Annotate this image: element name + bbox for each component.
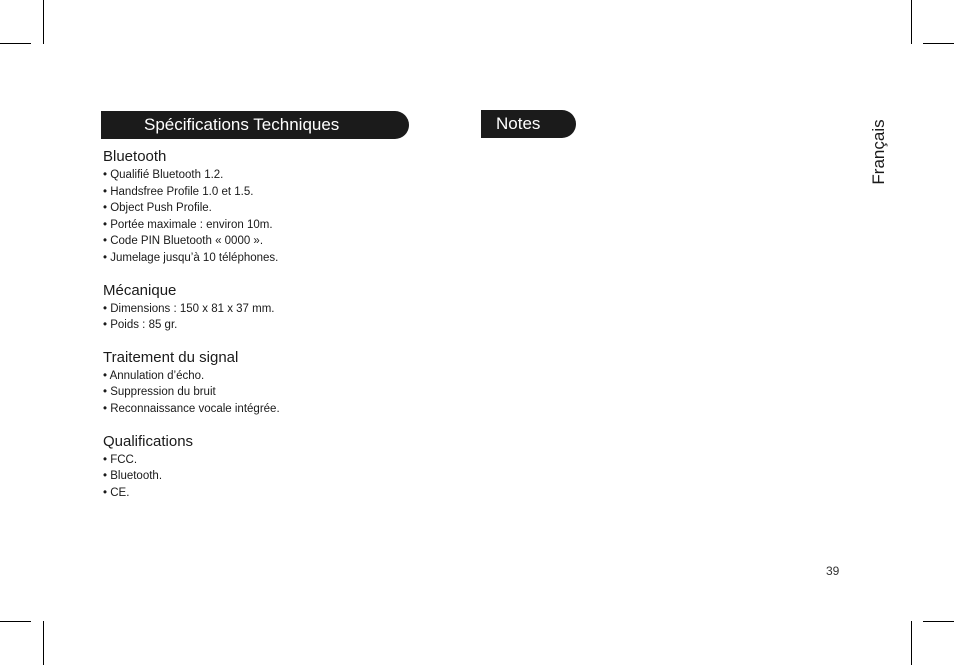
specs-header: Spécifications Techniques: [101, 111, 409, 139]
list-item: • Portée maximale : environ 10m.: [103, 218, 273, 231]
notes-header: Notes: [481, 110, 576, 138]
language-label: Français: [869, 119, 888, 185]
list-item: • Reconnaissance vocale intégrée.: [103, 402, 280, 415]
list-item: • Code PIN Bluetooth « 0000 ».: [103, 235, 264, 248]
section-title: Qualifications: [103, 432, 194, 450]
section-traitement-signal: [103, 348, 423, 418]
list-item: • Poids : 85 gr.: [103, 319, 178, 332]
crop-mark: [923, 621, 954, 622]
section-qualifications: [103, 432, 423, 502]
list-item: • Handsfree Profile 1.0 et 1.5.: [103, 185, 254, 198]
list-item: • Jumelage jusqu’à 10 téléphones.: [103, 251, 279, 264]
section-bluetooth: [103, 147, 423, 267]
crop-mark: [911, 0, 912, 44]
section-mecanique: [103, 281, 423, 334]
section-title: Bluetooth: [103, 148, 167, 165]
list-item: • Dimensions : 150 x 81 x 37 mm.: [103, 302, 275, 315]
page-number: 39: [826, 564, 840, 578]
list-item: • FCC.: [103, 453, 138, 466]
specs-content: [103, 147, 423, 515]
crop-mark: [43, 0, 44, 44]
list-item: • Annulation d’écho.: [103, 369, 205, 382]
crop-mark: [43, 621, 44, 665]
list-item: • Qualifié Bluetooth 1.2.: [103, 169, 224, 181]
list-item: • Suppression du bruit: [103, 386, 216, 399]
crop-mark: [0, 621, 31, 622]
section-title: Traitement du signal: [103, 348, 239, 366]
crop-mark: [923, 43, 954, 44]
crop-mark: [911, 621, 912, 665]
language-tab: [866, 112, 892, 192]
list-item: • CE.: [103, 486, 130, 499]
crop-mark: [0, 43, 31, 44]
section-title: Mécanique: [103, 281, 177, 299]
list-item: • Object Push Profile.: [103, 202, 212, 215]
list-item: • Bluetooth.: [103, 470, 163, 483]
